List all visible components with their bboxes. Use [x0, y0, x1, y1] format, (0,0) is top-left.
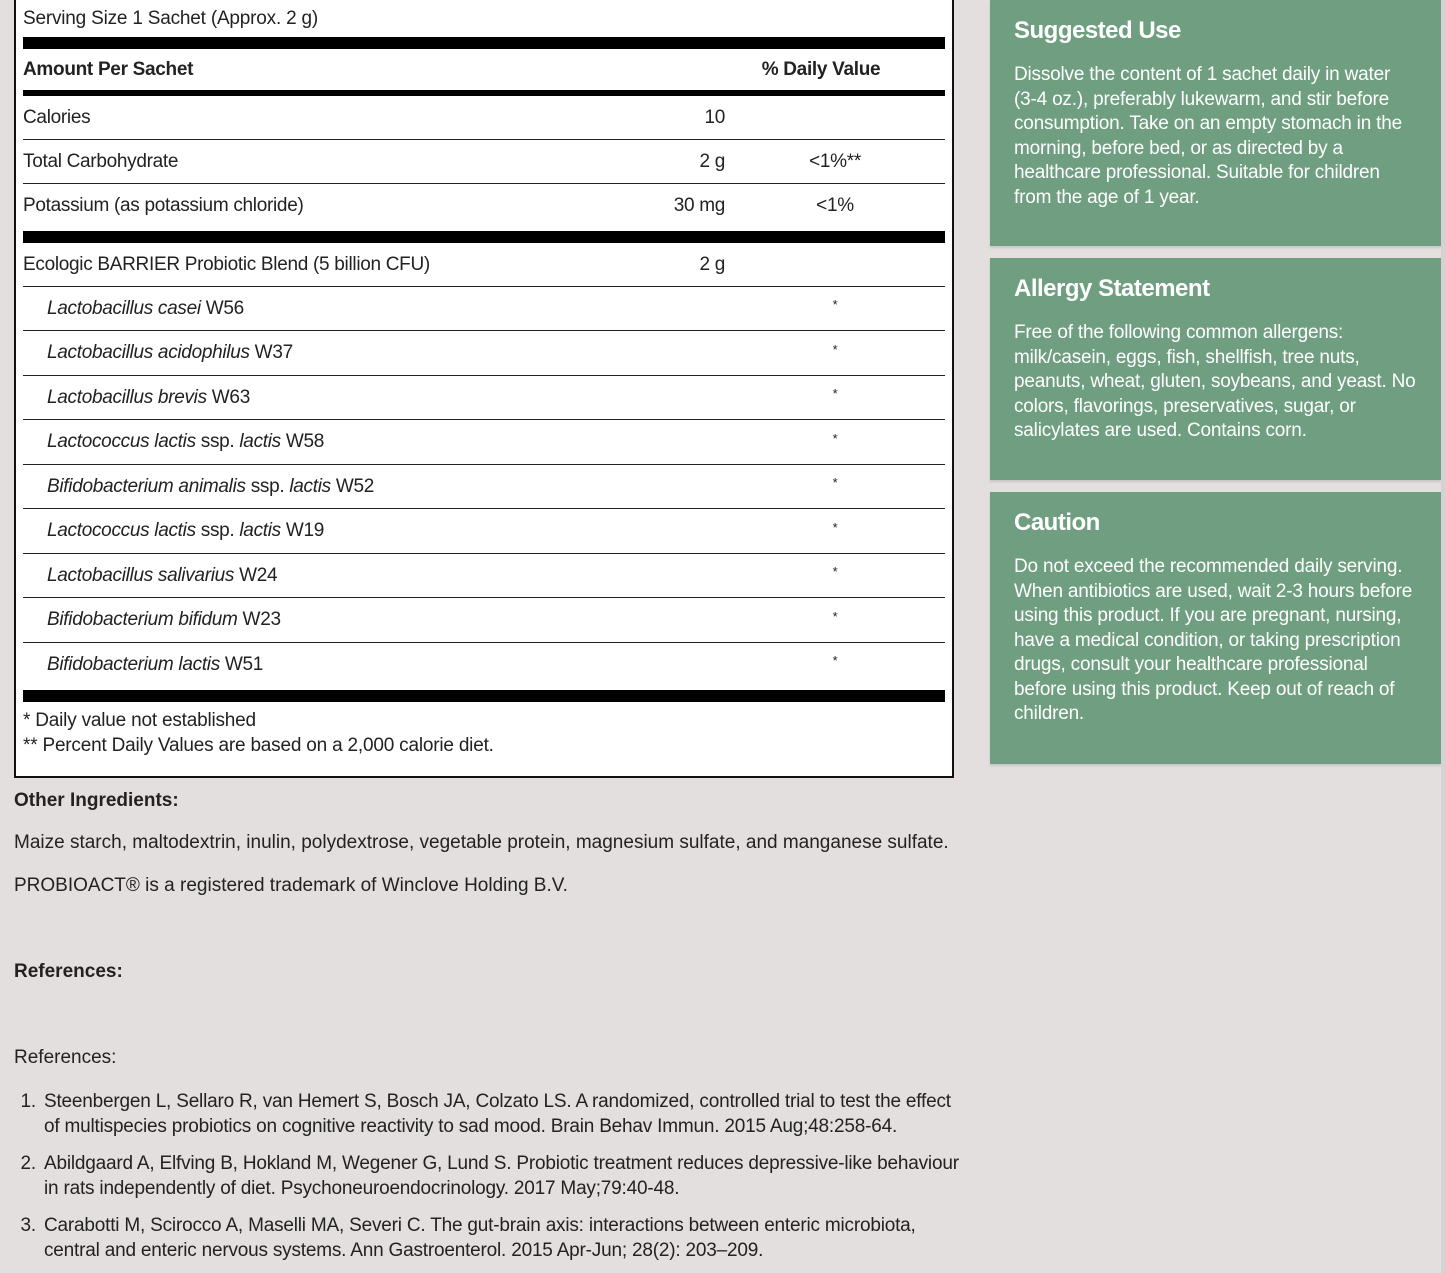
footnote-percent: ** Percent Daily Values are based on a 2,000 calorie diet.: [23, 735, 494, 756]
allergy-title: Allergy Statement: [1014, 275, 1210, 302]
strain-dv: *: [832, 386, 838, 401]
strain-dv: *: [832, 341, 838, 357]
strain-name: Lactobacillus acidophilus W37: [47, 342, 293, 363]
allergy-text: Free of the following common allergens: milk/casein, eggs, fish, shellfish, tree nuts, peanuts, wheat, gluten, soybeans, and yeast. No colors, flavorings, preservatives, sugar, or salicylates are used. Contains corn.: [1014, 322, 1416, 441]
suggested-use-title: Suggested Use: [1014, 17, 1181, 44]
strain-dv: *: [832, 475, 838, 490]
strain-name: Lactobacillus casei W56: [47, 297, 244, 319]
nutrient-amount: 30 mg: [673, 194, 725, 216]
strain-name: Lactococcus lactis ssp. lactis W19: [47, 520, 325, 541]
other-ingredients-text: Maize starch, maltodextrin, inulin, polydextrose, vegetable protein, magnesium sulfate, and manganese sulfate.: [14, 832, 949, 853]
nutrient-dv: <1%**: [809, 150, 861, 172]
strain-row: [23, 420, 945, 464]
references-list: [14, 1089, 959, 1273]
references-subtitle: References:: [14, 1047, 117, 1068]
nutrient-name: Calories: [23, 106, 91, 128]
supplement-facts-panel: [14, 0, 954, 778]
blend-row: [23, 243, 945, 286]
strain-row: [23, 465, 945, 508]
strain-name: Bifidobacterium bifidum W23: [47, 609, 281, 630]
strain-row: [23, 331, 945, 375]
nutrient-name: Potassium (as potassium chloride): [23, 194, 304, 216]
nutrient-name: Total Carbohydrate: [23, 150, 179, 172]
strain-name: Bifidobacterium animalis ssp. lactis W52: [47, 475, 374, 497]
strain-dv: *: [832, 297, 838, 312]
nutrient-row: [23, 184, 945, 227]
strain-row: [23, 554, 945, 597]
strain-name: Lactobacillus salivarius W24: [47, 564, 278, 586]
suggested-use-text: Dissolve the content of 1 sachet daily in water (3-4 oz.), preferably lukewarm, and stir before consumption. Take on an empty stomach in the morning, before bed, or as directed by a healthcare professional. Suitable for children from the age of 1 year.: [1014, 64, 1402, 208]
references-title: References:: [14, 961, 123, 982]
footnotes: [23, 702, 945, 758]
strain-name: Lactococcus lactis ssp. lactis W58: [47, 431, 325, 452]
blend-amount: 2 g: [699, 253, 725, 275]
amount-per-header: Amount Per Sachet: [23, 58, 194, 80]
reference-item: 1. Steenbergen L, Sellaro R, van Hemert S, Bosch JA, Colzato LS. A randomized, controlled trial to test the effect of multispecies probiotics on cognitive reactivity to sad mood. Brain Behav Immun. 2015 Aug;48:258-64.: [20, 1091, 951, 1137]
footnote-daily-value: * Daily value not established: [23, 710, 256, 731]
nutrient-amount: 2 g: [699, 150, 725, 172]
strain-list: [23, 287, 945, 690]
nutrient-row: [23, 140, 945, 183]
caution-text: Do not exceed the recommended daily serving. When antibiotics are used, wait 2-3 hours before using this product. If you are pregnant, nursing, have a medical condition, or taking prescription drugs, consult your healthcare professional before using this product. Keep out of reach of children.: [1014, 556, 1413, 724]
suggested-use-card: [990, 0, 1441, 246]
blend-name: Ecologic BARRIER Probiotic Blend (5 billion CFU): [23, 253, 430, 275]
reference-item: 3. Carabotti M, Scirocco A, Maselli MA, Severi C. The gut-brain axis: interactions between enteric microbiota, central and enteric nervous systems. Ann Gastroenterol. 2015 Apr-Jun; 28(2): 203–209.: [20, 1215, 916, 1261]
allergy-statement-card: [990, 258, 1441, 480]
daily-value-header: % Daily Value: [761, 58, 881, 80]
strain-row: [23, 509, 945, 553]
strain-dv: *: [832, 653, 838, 668]
strain-dv: *: [832, 430, 838, 446]
reference-item: 2. Abildgaard A, Elfving B, Hokland M, Wegener G, Lund S. Probiotic treatment reduces depressive-like behaviour in rats independently of diet. Psychoneuroendocrinology. 2017 May;79:40-48.: [20, 1153, 959, 1199]
thick-divider: [23, 231, 945, 243]
nutrient-dv: <1%: [816, 194, 854, 216]
strain-row: [23, 598, 945, 642]
strain-row: [23, 376, 945, 419]
strain-row: [23, 643, 945, 686]
page-edge: [1441, 0, 1445, 1273]
nutrient-amount: 10: [704, 106, 725, 128]
thick-divider: [23, 37, 945, 49]
caution-card: [990, 492, 1441, 764]
left-column: [14, 0, 959, 1261]
nutrient-row: [23, 96, 945, 139]
serving-size: Serving Size 1 Sachet (Approx. 2 g): [23, 8, 319, 29]
strain-row: [23, 287, 945, 330]
thick-divider: [23, 690, 945, 702]
strain-dv: *: [832, 564, 838, 579]
strain-dv: *: [832, 608, 838, 624]
caution-title: Caution: [1014, 509, 1100, 536]
other-ingredients-title: Other Ingredients:: [14, 790, 179, 811]
strain-name: Bifidobacterium lactis W51: [47, 653, 264, 675]
facts-header-row: [23, 49, 945, 90]
strain-dv: *: [832, 519, 838, 535]
trademark-text: PROBIOACT® is a registered trademark of Winclove Holding B.V.: [14, 875, 568, 896]
strain-name: Lactobacillus brevis W63: [47, 386, 250, 408]
